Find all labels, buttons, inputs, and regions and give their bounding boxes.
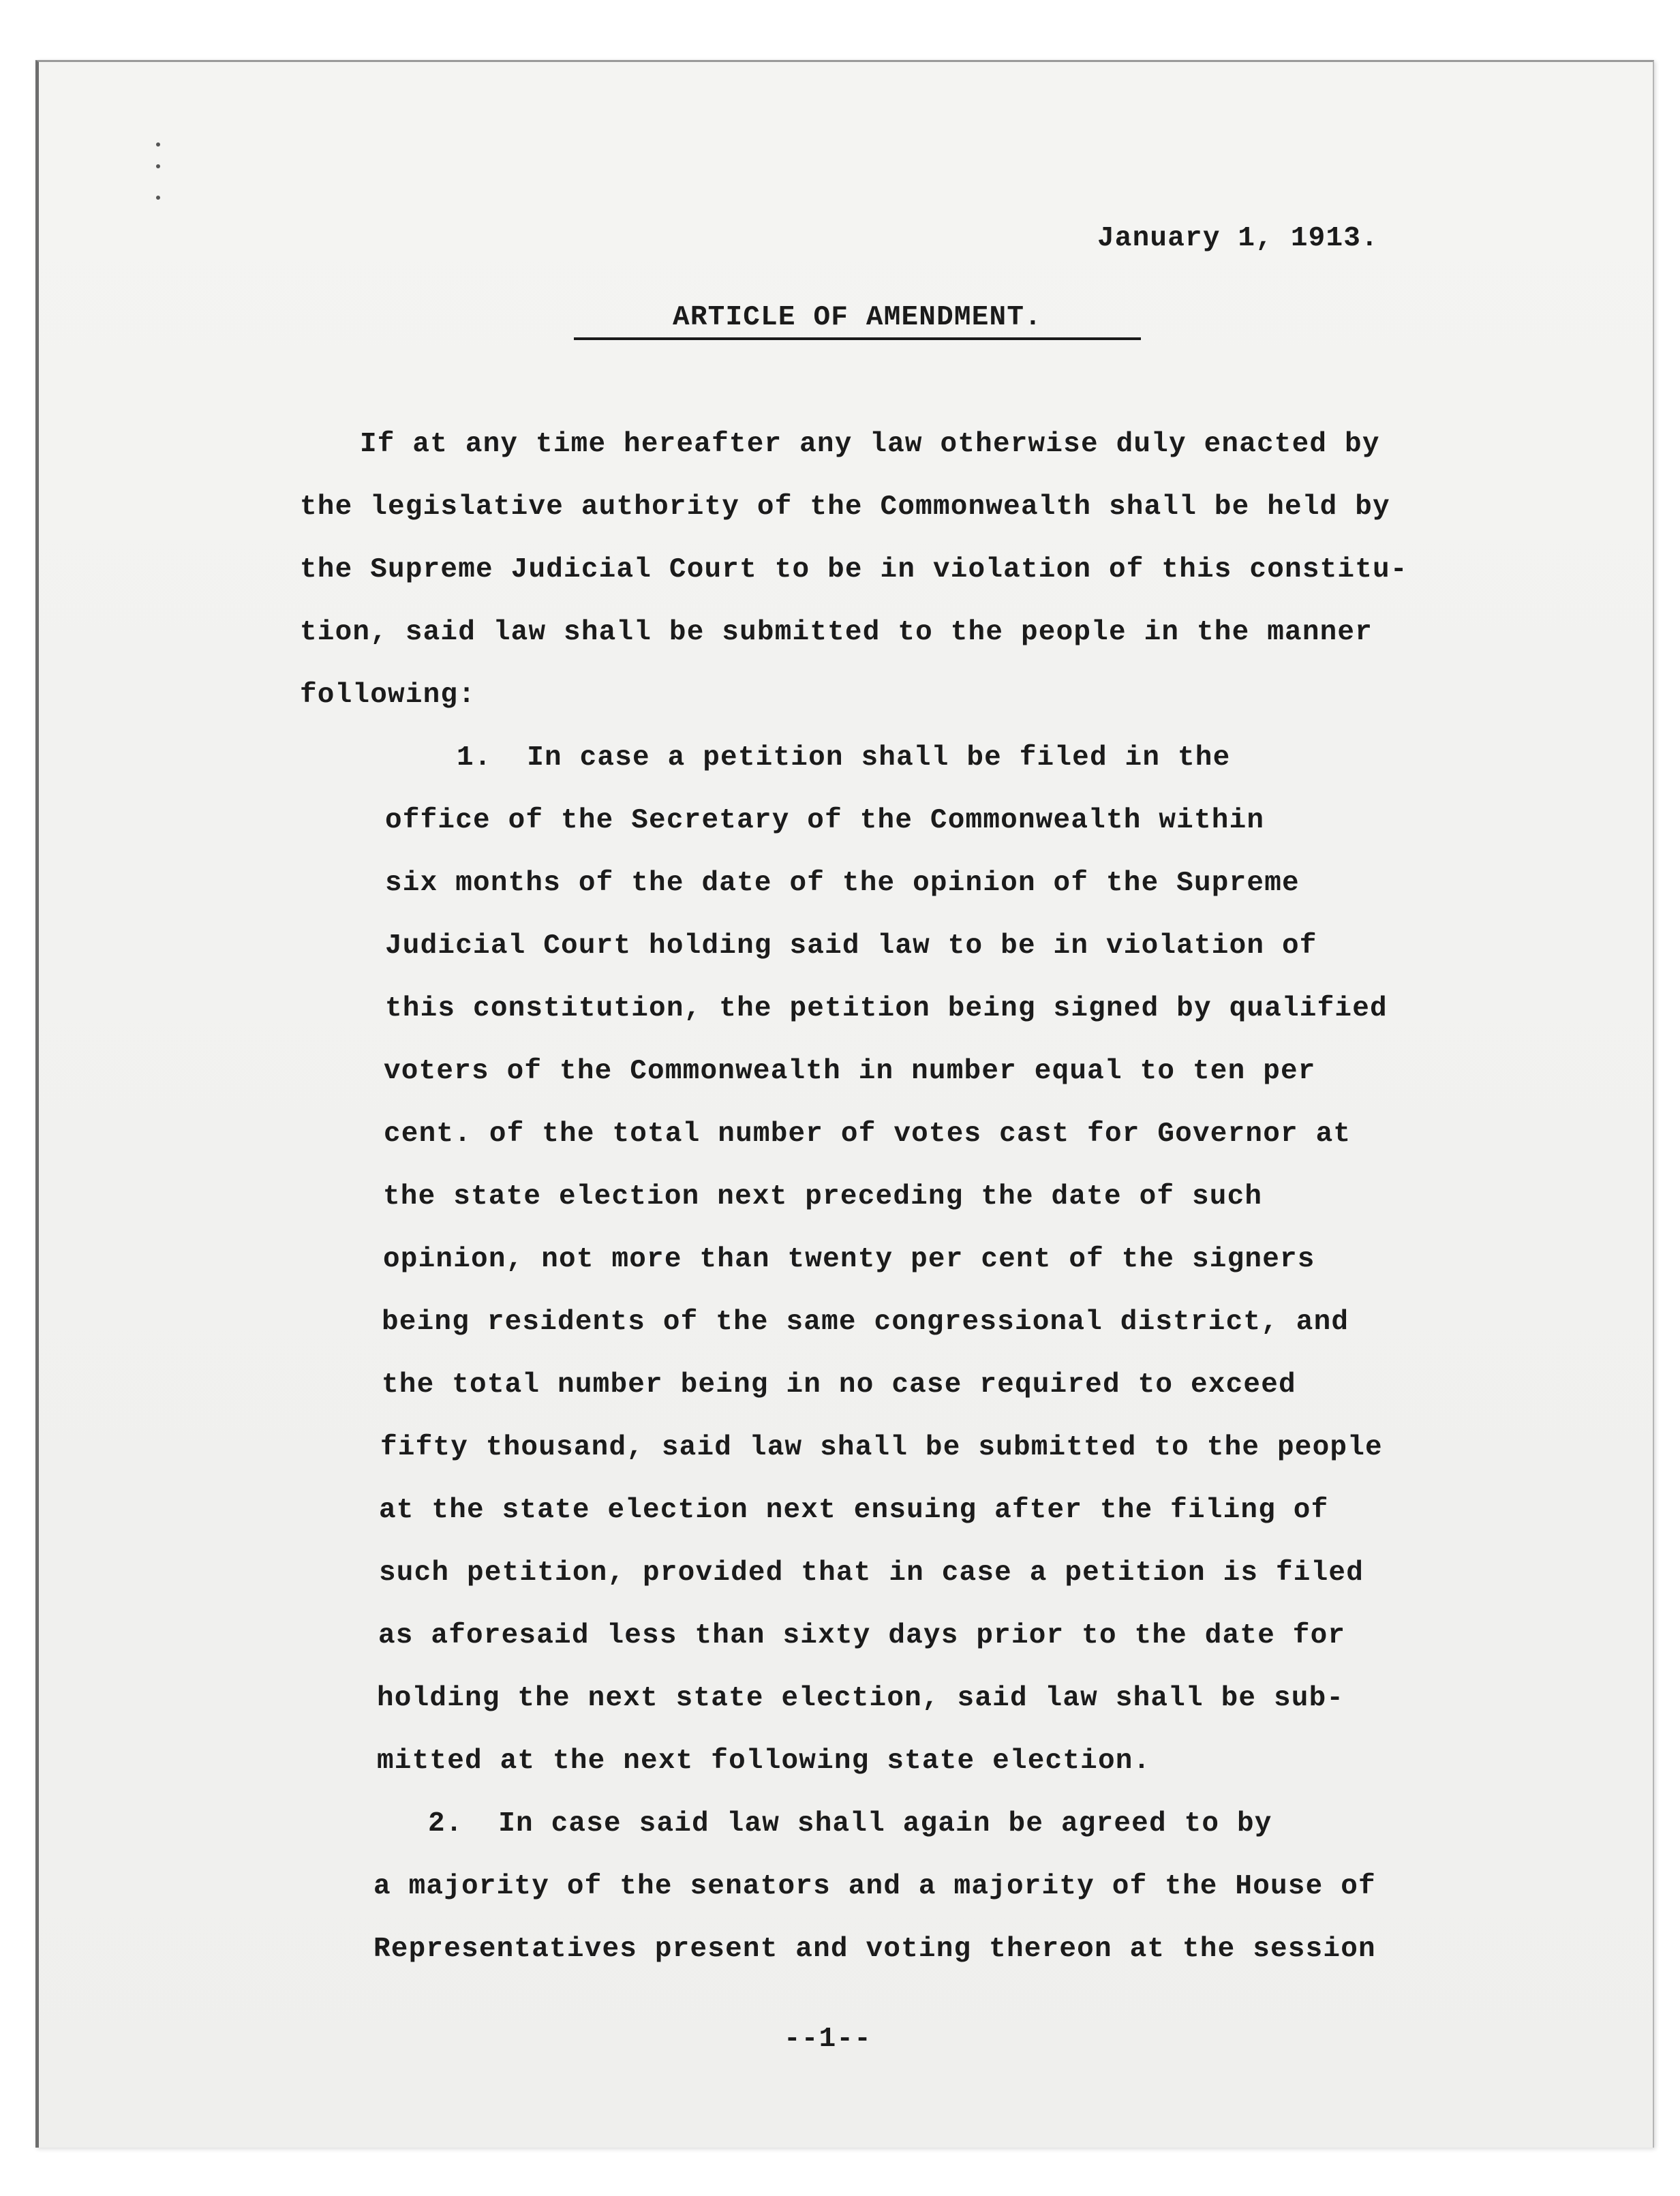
section2-line: a majority of the senators and a majority of the House of (373, 1871, 1376, 1902)
document-heading: ARTICLE OF AMENDMENT. (574, 304, 1141, 340)
page-number: --1-- (784, 2024, 872, 2055)
section2-line: 2. In case said law shall again be agreed to by (428, 1808, 1272, 1840)
section1-line: such petition, provided that in case a petition is filed (379, 1557, 1364, 1589)
section1-line: six months of the date of the opinion of the Supreme (385, 868, 1300, 899)
section1-line: cent. of the total number of votes cast for Governor at (384, 1118, 1351, 1150)
margin-dot-mark (156, 196, 160, 200)
section1-line: 1. In case a petition shall be filed in the (457, 742, 1231, 774)
margin-dot-mark (156, 142, 160, 147)
section1-line: fifty thousand, said law shall be submitted to the people (380, 1432, 1383, 1463)
section1-line: this constitution, the petition being signed by qualified (385, 993, 1388, 1024)
section1-line: the total number being in no case required to exceed (382, 1369, 1296, 1401)
intro-line: tion, said law shall be submitted to the people in the manner (300, 617, 1373, 648)
section1-line: Judicial Court holding said law to be in violation of (385, 930, 1317, 962)
section1-line: being residents of the same congressional district, and (382, 1307, 1349, 1338)
section1-line: at the state election next ensuing after the filing of (379, 1495, 1329, 1526)
section1-line: voters of the Commonwealth in number equal to ten per (384, 1056, 1316, 1087)
section1-line: the state election next preceding the date of such (383, 1181, 1263, 1213)
intro-line: the legislative authority of the Commonwealth shall be held by (300, 491, 1390, 523)
section1-line: mitted at the next following state election. (377, 1745, 1151, 1777)
section1-line: opinion, not more than twenty per cent of the signers (383, 1244, 1315, 1275)
intro-line: If at any time hereafter any law otherwise duly enacted by (360, 429, 1380, 460)
intro-line: the Supreme Judicial Court to be in violation of this constitu- (300, 554, 1408, 585)
section2-line: Representatives present and voting thereon at the session (373, 1934, 1376, 1965)
section1-line: as aforesaid less than sixty days prior to the date for (378, 1620, 1346, 1651)
intro-line: following: (300, 680, 476, 711)
document-date: January 1, 1913. (1097, 223, 1379, 254)
section1-line: holding the next state election, said law shall be sub- (377, 1683, 1345, 1714)
section1-line: office of the Secretary of the Commonwealth within (385, 805, 1265, 836)
margin-dot-mark (156, 164, 160, 168)
